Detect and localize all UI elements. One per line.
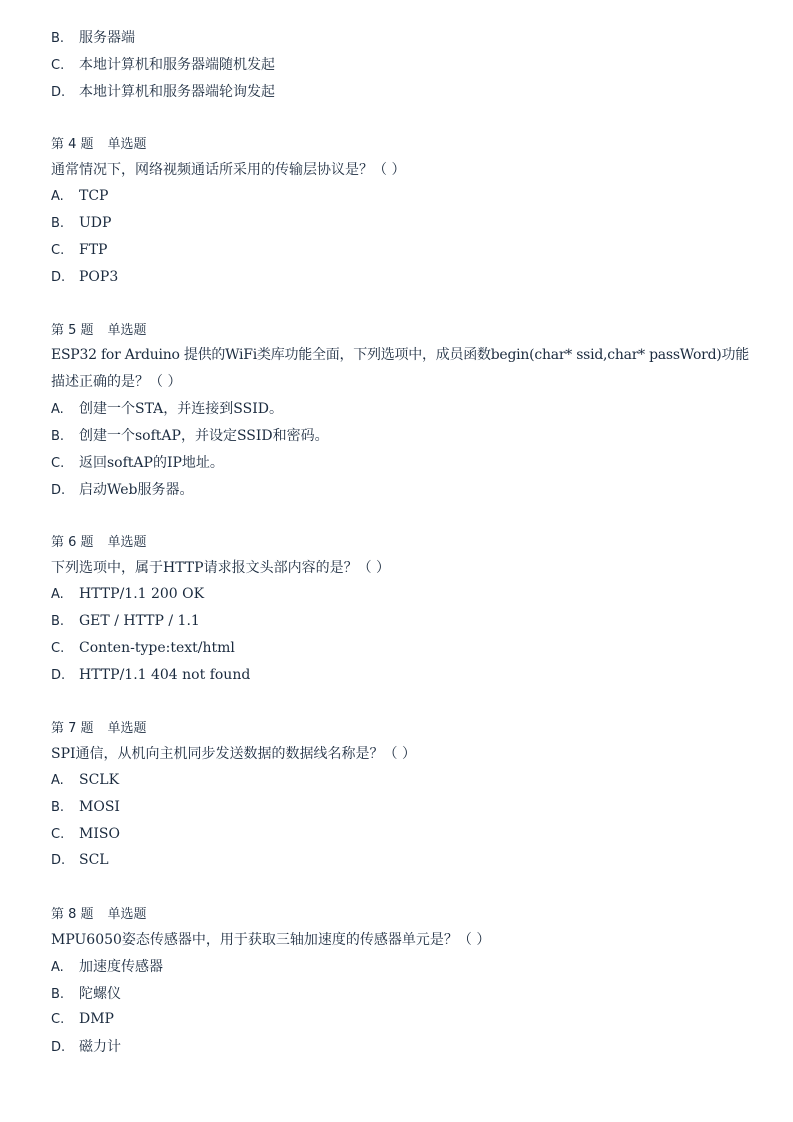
option-letter: D. — [51, 483, 66, 498]
option-letter: B. — [51, 31, 65, 46]
question-type: 单选题 — [107, 907, 147, 922]
option-text: DMP — [79, 1011, 114, 1027]
option-text: 服务器端 — [79, 30, 135, 46]
option-text: 陀螺仪 — [79, 986, 121, 1002]
question-stem: SPI通信，从机向主机同步发送数据的数据线名称是？（ ） — [51, 746, 416, 762]
option-letter: A. — [51, 773, 64, 788]
option-text: 返回softAP的IP地址。 — [79, 455, 224, 471]
option-row — [51, 821, 753, 848]
option-letter: A. — [51, 189, 64, 204]
option-letter: C. — [51, 641, 65, 656]
question-stem: MPU6050姿态传感器中，用于获取三轴加速度的传感器单元是？（ ） — [51, 932, 491, 948]
question-stem-line2: 描述正确的是？（ ） — [51, 374, 182, 390]
question-type: 单选题 — [107, 721, 147, 736]
option-row — [51, 477, 753, 504]
question-stem: 下列选项中，属于HTTP请求报文头部内容的是？（ ） — [51, 560, 391, 576]
question-type: 单选题 — [107, 323, 147, 338]
option-row — [51, 183, 753, 210]
option-row — [51, 1034, 753, 1061]
question-number: 第 5 题 — [51, 323, 94, 338]
option-letter: D. — [51, 85, 66, 100]
option-row — [51, 581, 753, 608]
question-number: 第 7 题 — [51, 721, 94, 736]
question-stem: 通常情况下，网络视频通话所采用的传输层协议是？（ ） — [51, 162, 406, 178]
question-header — [51, 901, 753, 928]
option-row — [51, 264, 753, 291]
option-text: 加速度传感器 — [79, 959, 163, 975]
option-letter: C. — [51, 1012, 65, 1027]
option-letter: A. — [51, 960, 64, 975]
option-letter: C. — [51, 456, 65, 471]
question-number: 第 6 题 — [51, 535, 94, 550]
option-text: MOSI — [79, 799, 120, 815]
option-letter: B. — [51, 800, 65, 815]
question-type: 单选题 — [107, 137, 147, 152]
option-letter: B. — [51, 987, 65, 1002]
question-header — [51, 131, 753, 158]
question-number: 第 8 题 — [51, 907, 94, 922]
question-number: 第 4 题 — [51, 137, 94, 152]
option-letter: D. — [51, 1040, 66, 1055]
option-text: HTTP/1.1 404 not found — [79, 667, 251, 683]
option-row — [51, 981, 753, 1008]
option-row — [51, 52, 753, 79]
option-row — [51, 954, 753, 981]
option-letter: C. — [51, 58, 65, 73]
option-text: FTP — [79, 242, 108, 258]
question-header — [51, 529, 753, 556]
option-text: UDP — [79, 215, 112, 231]
option-letter: A. — [51, 587, 64, 602]
question-stem-line1: ESP32 for Arduino 提供的WiFi类库功能全面，下列选项中，成员函数begin(char* ssid,char* passWord)功能 — [51, 347, 749, 363]
option-row — [51, 396, 753, 423]
option-row — [51, 608, 753, 635]
option-row — [51, 210, 753, 237]
option-text: GET / HTTP / 1.1 — [79, 613, 200, 629]
question-header — [51, 715, 753, 742]
option-text: Conten-type:text/html — [79, 640, 235, 656]
option-text: SCL — [79, 852, 109, 868]
option-row — [51, 1006, 753, 1033]
option-row — [51, 450, 753, 477]
option-letter: A. — [51, 402, 64, 417]
option-text: TCP — [79, 188, 109, 204]
option-text: 本地计算机和服务器端随机发起 — [79, 57, 275, 73]
option-row — [51, 847, 753, 874]
option-letter: B. — [51, 216, 65, 231]
option-letter: C. — [51, 243, 65, 258]
option-row — [51, 423, 753, 450]
option-letter: B. — [51, 429, 65, 444]
option-text: 创建一个STA，并连接到SSID。 — [79, 401, 283, 417]
question-header — [51, 317, 753, 344]
option-letter: D. — [51, 668, 66, 683]
option-row — [51, 662, 753, 689]
option-row — [51, 237, 753, 264]
option-text: HTTP/1.1 200 OK — [79, 586, 205, 602]
option-letter: B. — [51, 614, 65, 629]
option-letter: C. — [51, 827, 65, 842]
option-text: 本地计算机和服务器端轮询发起 — [79, 84, 275, 100]
option-text: 启动Web服务器。 — [79, 482, 194, 498]
option-text: SCLK — [79, 772, 120, 788]
option-row — [51, 635, 753, 662]
option-row — [51, 79, 753, 106]
question-type: 单选题 — [107, 535, 147, 550]
option-text: POP3 — [79, 269, 119, 285]
option-text: MISO — [79, 826, 120, 842]
option-text: 磁力计 — [79, 1039, 121, 1055]
option-row — [51, 767, 753, 794]
option-letter: D. — [51, 853, 66, 868]
option-letter: D. — [51, 270, 66, 285]
option-row — [51, 794, 753, 821]
option-row — [51, 25, 753, 52]
option-text: 创建一个softAP，并设定SSID和密码。 — [79, 428, 329, 444]
